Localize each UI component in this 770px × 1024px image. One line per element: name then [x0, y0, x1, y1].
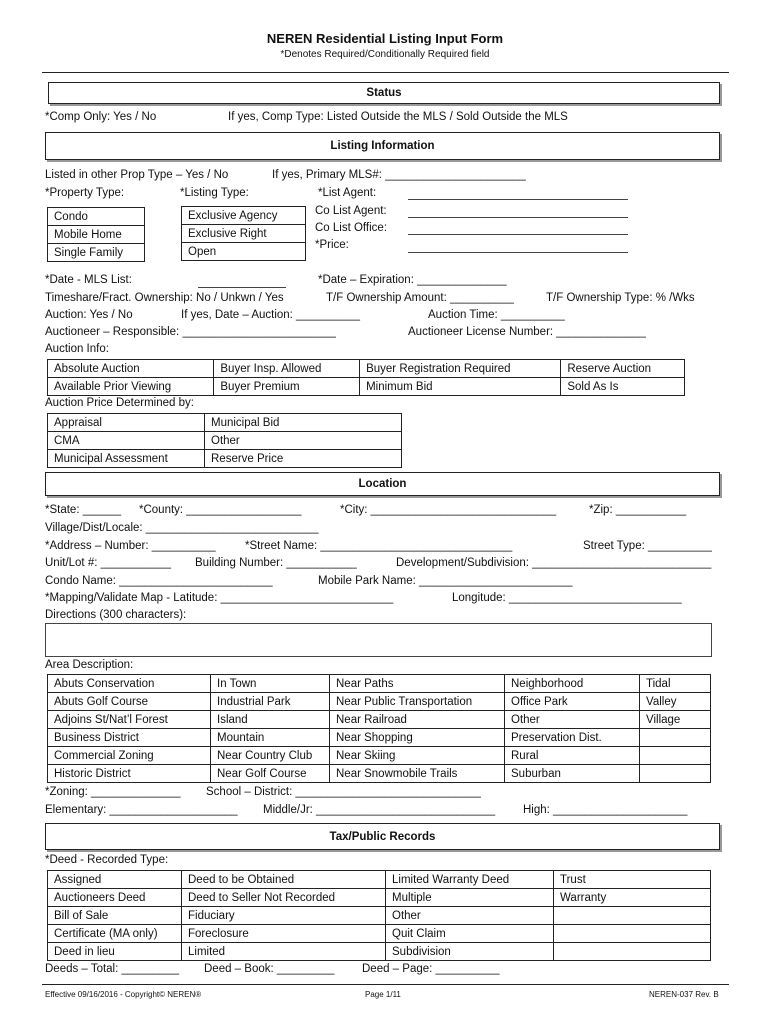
area-option-empty — [640, 729, 711, 747]
list-agent-line[interactable] — [408, 199, 628, 200]
area-option[interactable]: Commercial Zoning — [48, 747, 211, 765]
area-description-table — [47, 674, 711, 783]
co-list-agent-line[interactable] — [408, 217, 628, 218]
area-option[interactable]: Other — [505, 711, 640, 729]
street-name-field[interactable]: *Street Name: ______________________________ — [245, 540, 513, 552]
area-option[interactable]: Near Snowmobile Trails — [330, 765, 505, 783]
school-district-field[interactable]: School – District: _____________________________ — [206, 786, 481, 798]
footer-form-id: NEREN-037 Rev. B — [649, 990, 719, 999]
tf-type-field[interactable]: T/F Ownership Type: % /Wks — [546, 292, 695, 304]
deed-book-field[interactable]: Deed – Book: _________ — [204, 963, 335, 975]
area-option-empty — [640, 747, 711, 765]
area-option[interactable]: Business District — [48, 729, 211, 747]
deed-option[interactable]: Warranty — [554, 889, 711, 907]
option-exclusive-agency[interactable]: Exclusive Agency — [182, 207, 306, 225]
condo-name-field[interactable]: Condo Name: ________________________ — [45, 575, 273, 587]
area-option[interactable]: Office Park — [505, 693, 640, 711]
tax-section-header: Tax/Public Records — [45, 823, 720, 850]
property-type-options — [47, 207, 145, 262]
deed-option[interactable]: Foreclosure — [182, 925, 386, 943]
area-option[interactable]: Near Shopping — [330, 729, 505, 747]
deed-option[interactable]: Limited Warranty Deed — [386, 871, 554, 889]
deed-type-label: *Deed - Recorded Type: — [45, 854, 169, 866]
area-option-empty — [640, 765, 711, 783]
deed-type-table — [47, 870, 711, 961]
development-field[interactable]: Development/Subdivision: ____________________________ — [396, 557, 712, 569]
auction-option[interactable]: Absolute Auction — [48, 360, 214, 378]
deed-option[interactable]: Certificate (MA only) — [48, 925, 182, 943]
option-exclusive-right[interactable]: Exclusive Right — [182, 225, 306, 243]
area-option[interactable]: Historic District — [48, 765, 211, 783]
listing-type-options — [181, 206, 306, 261]
zoning-field[interactable]: *Zoning: ______________ — [45, 786, 181, 798]
listing-section-header: Listing Information — [45, 132, 720, 160]
auction-time-field[interactable]: Auction Time: __________ — [428, 309, 565, 321]
timeshare-field[interactable]: Timeshare/Fract. Ownership: No / Unkwn / Yes — [45, 292, 284, 304]
area-option[interactable]: Adjoins St/Nat’l Forest — [48, 711, 211, 729]
area-option[interactable]: Neighborhood — [505, 675, 640, 693]
co-list-office-line[interactable] — [408, 234, 628, 235]
price-option[interactable]: Appraisal — [48, 414, 205, 432]
area-option[interactable]: Near Railroad — [330, 711, 505, 729]
deed-option-empty — [554, 907, 711, 925]
auction-price-table — [47, 413, 402, 468]
deeds-total-field[interactable]: Deeds – Total: _________ — [45, 963, 180, 975]
auction-info-label: Auction Info: — [45, 343, 109, 355]
price-option[interactable]: Municipal Assessment — [48, 450, 205, 468]
deed-option[interactable]: Deed to be Obtained — [182, 871, 386, 889]
listing-type-label: *Listing Type: — [180, 187, 249, 199]
unit-lot-field[interactable]: Unit/Lot #: ___________ — [45, 557, 171, 569]
middle-school-field[interactable]: Middle/Jr: ____________________________ — [263, 804, 496, 816]
area-option[interactable]: Near Golf Course — [211, 765, 330, 783]
date-mls-field[interactable] — [45, 273, 132, 288]
area-description-label: Area Description: — [45, 659, 134, 671]
page-subtitle: *Denotes Required/Conditionally Required field — [280, 49, 490, 60]
primary-mls-field[interactable]: If yes, Primary MLS#: ______________________ — [272, 169, 526, 181]
state-field[interactable]: *State: ______ — [45, 504, 122, 516]
directions-label: Directions (300 characters): — [45, 609, 187, 621]
divider — [42, 72, 729, 73]
deed-option[interactable]: Multiple — [386, 889, 554, 907]
area-option[interactable]: Abuts Golf Course — [48, 693, 211, 711]
date-expiration-field[interactable]: *Date – Expiration: ______________ — [318, 274, 507, 286]
date-mls-line[interactable] — [198, 287, 286, 288]
auction-info-table — [47, 359, 685, 396]
auctioneer-license-field[interactable]: Auctioneer License Number: ______________ — [408, 326, 646, 338]
location-section-header: Location — [45, 472, 720, 496]
area-option[interactable]: Mountain — [211, 729, 330, 747]
auction-option[interactable]: Available Prior Viewing — [48, 378, 214, 396]
auction-option[interactable]: Sold As Is — [561, 378, 685, 396]
tf-amount-field[interactable]: T/F Ownership Amount: __________ — [326, 292, 514, 304]
area-option[interactable]: Near Public Transportation — [330, 693, 505, 711]
price-line[interactable] — [408, 252, 628, 253]
auction-field[interactable]: Auction: Yes / No — [45, 309, 133, 321]
footer-divider — [42, 984, 729, 985]
co-list-agent-label: Co List Agent: — [315, 205, 387, 217]
street-type-field[interactable]: Street Type: __________ — [583, 540, 712, 552]
zip-field[interactable]: *Zip: ___________ — [589, 504, 687, 516]
county-field[interactable]: *County: __________________ — [139, 504, 302, 516]
deed-option[interactable]: Subdivision — [386, 943, 554, 961]
auctioneer-field[interactable]: Auctioneer – Responsible: ________________________ — [45, 326, 336, 338]
deed-option[interactable]: Quit Claim — [386, 925, 554, 943]
other-prop-field[interactable]: Listed in other Prop Type – Yes / No — [45, 169, 229, 181]
deed-option-empty — [554, 943, 711, 961]
price-option[interactable]: CMA — [48, 432, 205, 450]
deed-option[interactable]: Other — [386, 907, 554, 925]
deed-option[interactable]: Deed to Seller Not Recorded — [182, 889, 386, 907]
auction-date-field[interactable]: If yes, Date – Auction: __________ — [181, 309, 361, 321]
auction-price-label: Auction Price Determined by: — [45, 397, 194, 409]
latitude-field[interactable]: *Mapping/Validate Map - Latitude: ___________________________ — [45, 592, 394, 604]
page-title: NEREN Residential Listing Input Form — [266, 31, 504, 46]
comp-only-field[interactable]: *Comp Only: Yes / No — [45, 111, 157, 123]
elementary-field[interactable]: Elementary: ____________________ — [45, 804, 238, 816]
deed-option[interactable]: Bill of Sale — [48, 907, 182, 925]
auction-option[interactable]: Reserve Auction — [561, 360, 685, 378]
option-single-family[interactable]: Single Family — [48, 244, 145, 262]
area-option[interactable]: Rural — [505, 747, 640, 765]
area-option[interactable]: Suburban — [505, 765, 640, 783]
area-option[interactable]: Near Paths — [330, 675, 505, 693]
option-condo[interactable]: Condo — [48, 208, 145, 226]
area-option[interactable]: Industrial Park — [211, 693, 330, 711]
area-option[interactable]: Abuts Conservation — [48, 675, 211, 693]
price-option[interactable]: Municipal Bid — [205, 414, 402, 432]
area-option[interactable]: Island — [211, 711, 330, 729]
auction-option[interactable]: Buyer Insp. Allowed — [214, 360, 360, 378]
option-mobile-home[interactable]: Mobile Home — [48, 226, 145, 244]
auction-option[interactable]: Buyer Premium — [214, 378, 360, 396]
deed-option[interactable]: Limited — [182, 943, 386, 961]
address-number-field[interactable]: *Address – Number: __________ — [45, 540, 216, 552]
deed-page-field[interactable]: Deed – Page: __________ — [362, 963, 500, 975]
status-section-header: Status — [48, 82, 720, 104]
directions-input[interactable] — [45, 623, 712, 657]
deed-option[interactable]: Trust — [554, 871, 711, 889]
area-option[interactable]: Near Country Club — [211, 747, 330, 765]
village-field[interactable]: Village/Dist/Locale: ___________________________ — [45, 522, 319, 534]
price-label: *Price: — [315, 239, 349, 251]
price-option[interactable]: Other — [205, 432, 402, 450]
deed-option-empty — [554, 925, 711, 943]
auction-option[interactable]: Minimum Bid — [360, 378, 561, 396]
date-mls-label: *Date - MLS List: — [45, 274, 132, 286]
co-list-office-label: Co List Office: — [315, 222, 388, 234]
area-option[interactable]: Tidal — [640, 675, 711, 693]
area-option[interactable]: In Town — [211, 675, 330, 693]
auction-option[interactable]: Buyer Registration Required — [360, 360, 561, 378]
city-field[interactable]: *City: _____________________________ — [340, 504, 557, 516]
mobile-park-field[interactable]: Mobile Park Name: ________________________ — [318, 575, 573, 587]
option-open[interactable]: Open — [182, 243, 306, 261]
property-type-label: *Property Type: — [45, 187, 125, 199]
longitude-field[interactable]: Longitude: ___________________________ — [452, 592, 682, 604]
area-option[interactable]: Village — [640, 711, 711, 729]
deed-option[interactable]: Deed in lieu — [48, 943, 182, 961]
list-agent-label: *List Agent: — [318, 187, 377, 199]
deed-option[interactable]: Assigned — [48, 871, 182, 889]
deed-option[interactable]: Fiduciary — [182, 907, 386, 925]
comp-type-field[interactable]: If yes, Comp Type: Listed Outside the MLS / Sold Outside the MLS — [228, 111, 568, 123]
footer-page-number: Page 1/11 — [365, 990, 401, 999]
deed-option[interactable]: Auctioneers Deed — [48, 889, 182, 907]
building-number-field[interactable]: Building Number: ___________ — [195, 557, 357, 569]
area-option[interactable]: Valley — [640, 693, 711, 711]
price-option[interactable]: Reserve Price — [205, 450, 402, 468]
area-option[interactable]: Preservation Dist. — [505, 729, 640, 747]
high-school-field[interactable]: High: _____________________ — [523, 804, 688, 816]
area-option[interactable]: Near Skiing — [330, 747, 505, 765]
footer-copyright: Effective 09/16/2016 - Copyright© NEREN® — [45, 990, 202, 999]
